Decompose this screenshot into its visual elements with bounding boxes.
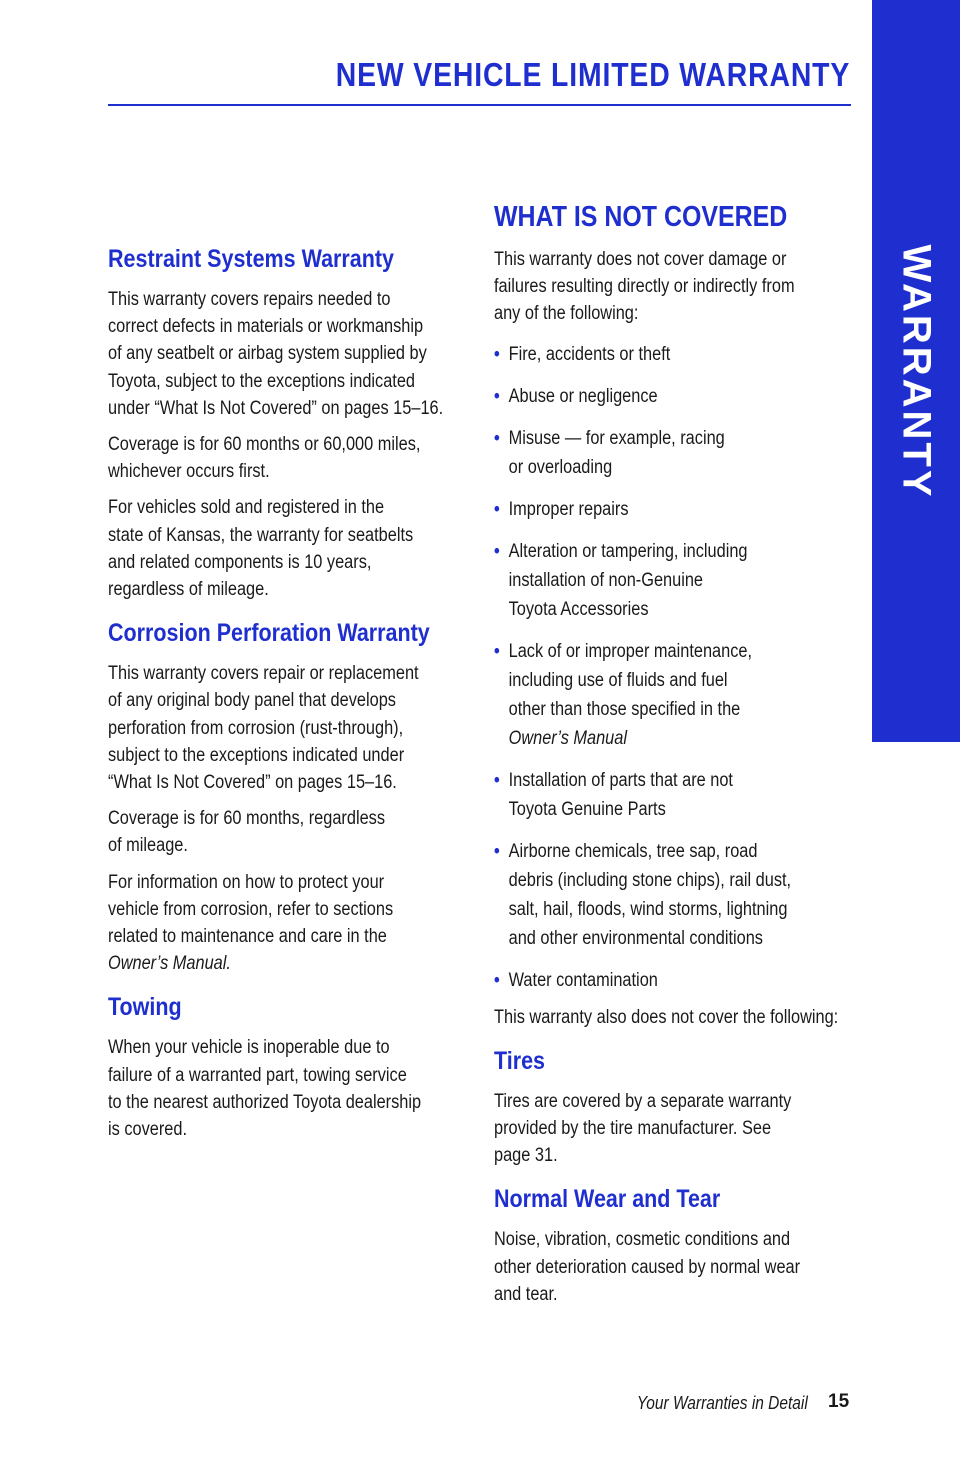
list-item: • Lack of or improper maintenance, including use of fluids and fuel other than those specified in the Owner’s Manual bbox=[494, 637, 863, 753]
bullet-icon: • bbox=[494, 427, 500, 449]
not-covered-heading: WHAT IS NOT COVERED bbox=[494, 201, 788, 233]
bullet-icon: • bbox=[494, 969, 500, 991]
list-item: • Installation of parts that are not Toyota Genuine Parts bbox=[494, 766, 863, 824]
not-covered-intro: This warranty does not cover damage or failures resulting directly or indirectly from any of the following: bbox=[494, 249, 795, 325]
wear-heading: Normal Wear and Tear bbox=[494, 1185, 721, 1214]
bullet-icon: • bbox=[494, 840, 500, 862]
right-column bbox=[494, 198, 864, 1308]
left-column bbox=[108, 242, 468, 1143]
bullet-icon: • bbox=[494, 540, 500, 562]
restraint-paragraph-1: This warranty covers repairs needed to correct defects in materials or workmanship of any seatbelt or airbag system supplied by Toyota, subject to the exceptions indicated under “What Is Not Covered” on pages 15–16. bbox=[108, 289, 444, 419]
list-item: • Water contamination bbox=[494, 966, 863, 995]
owners-manual-reference: Owner’s Manual. bbox=[108, 953, 231, 975]
header-divider bbox=[108, 104, 851, 106]
restraint-paragraph-2: Coverage is for 60 months or 60,000 miles, whichever occurs first. bbox=[108, 434, 421, 483]
tires-paragraph: Tires are covered by a separate warranty provided by the tire manufacturer. See page 31. bbox=[494, 1090, 792, 1167]
towing-heading: Towing bbox=[108, 993, 182, 1022]
not-covered-list bbox=[494, 340, 863, 995]
bullet-icon: • bbox=[494, 385, 500, 407]
restraint-heading: Restraint Systems Warranty bbox=[108, 245, 394, 273]
bullet-icon: • bbox=[494, 769, 500, 791]
tires-heading: Tires bbox=[494, 1046, 546, 1075]
side-tab-label: WARRANTY bbox=[894, 244, 939, 500]
corrosion-heading: Corrosion Perforation Warranty bbox=[108, 619, 430, 648]
bullet-icon: • bbox=[494, 640, 500, 662]
owners-manual-reference: Owner’s Manual bbox=[508, 727, 627, 749]
section-side-tab bbox=[872, 0, 960, 742]
list-item: • Airborne chemicals, tree sap, road debris (including stone chips), rail dust, salt, hail, floods, wind storms, lightning and other environmental conditions bbox=[494, 837, 863, 953]
restraint-paragraph-3: For vehicles sold and registered in the state of Kansas, the warranty for seatbelts and related components is 10 years, regardless of mileage. bbox=[108, 497, 414, 601]
list-item: • Abuse or negligence bbox=[494, 382, 863, 411]
list-item: • Improper repairs bbox=[494, 495, 863, 524]
towing-paragraph: When your vehicle is inoperable due to failure of a warranted part, towing service to the nearest authorized Toyota dealership is covered. bbox=[108, 1037, 422, 1141]
also-not-covered-text: This warranty also does not cover the following: bbox=[494, 1006, 839, 1028]
bullet-icon: • bbox=[494, 498, 500, 520]
list-item: • Fire, accidents or theft bbox=[494, 340, 863, 369]
corrosion-paragraph-2: Coverage is for 60 months, regardless of mileage. bbox=[108, 808, 386, 857]
bullet-icon: • bbox=[494, 343, 500, 365]
corrosion-paragraph-1: This warranty covers repair or replacement of any original body panel that develops perforation from corrosion (rust-through), subject to the exceptions indicated under “What Is Not Covered” on pages 15–16. bbox=[108, 663, 419, 794]
list-item: • Misuse — for example, racing or overloading bbox=[494, 424, 863, 482]
page-header-title: NEW VEHICLE LIMITED WARRANTY bbox=[335, 56, 850, 93]
wear-paragraph: Noise, vibration, cosmetic conditions and other deterioration caused by normal wear and tear. bbox=[494, 1229, 801, 1305]
footer-section-label: Your Warranties in Detail bbox=[637, 1393, 808, 1413]
corrosion-paragraph-3: For information on how to protect your vehicle from corrosion, refer to sections related to maintenance and care in the Owner’s Manual. bbox=[108, 871, 394, 975]
list-item: • Alteration or tampering, including installation of non-Genuine Toyota Accessories bbox=[494, 537, 863, 624]
page-number: 15 bbox=[828, 1391, 850, 1412]
